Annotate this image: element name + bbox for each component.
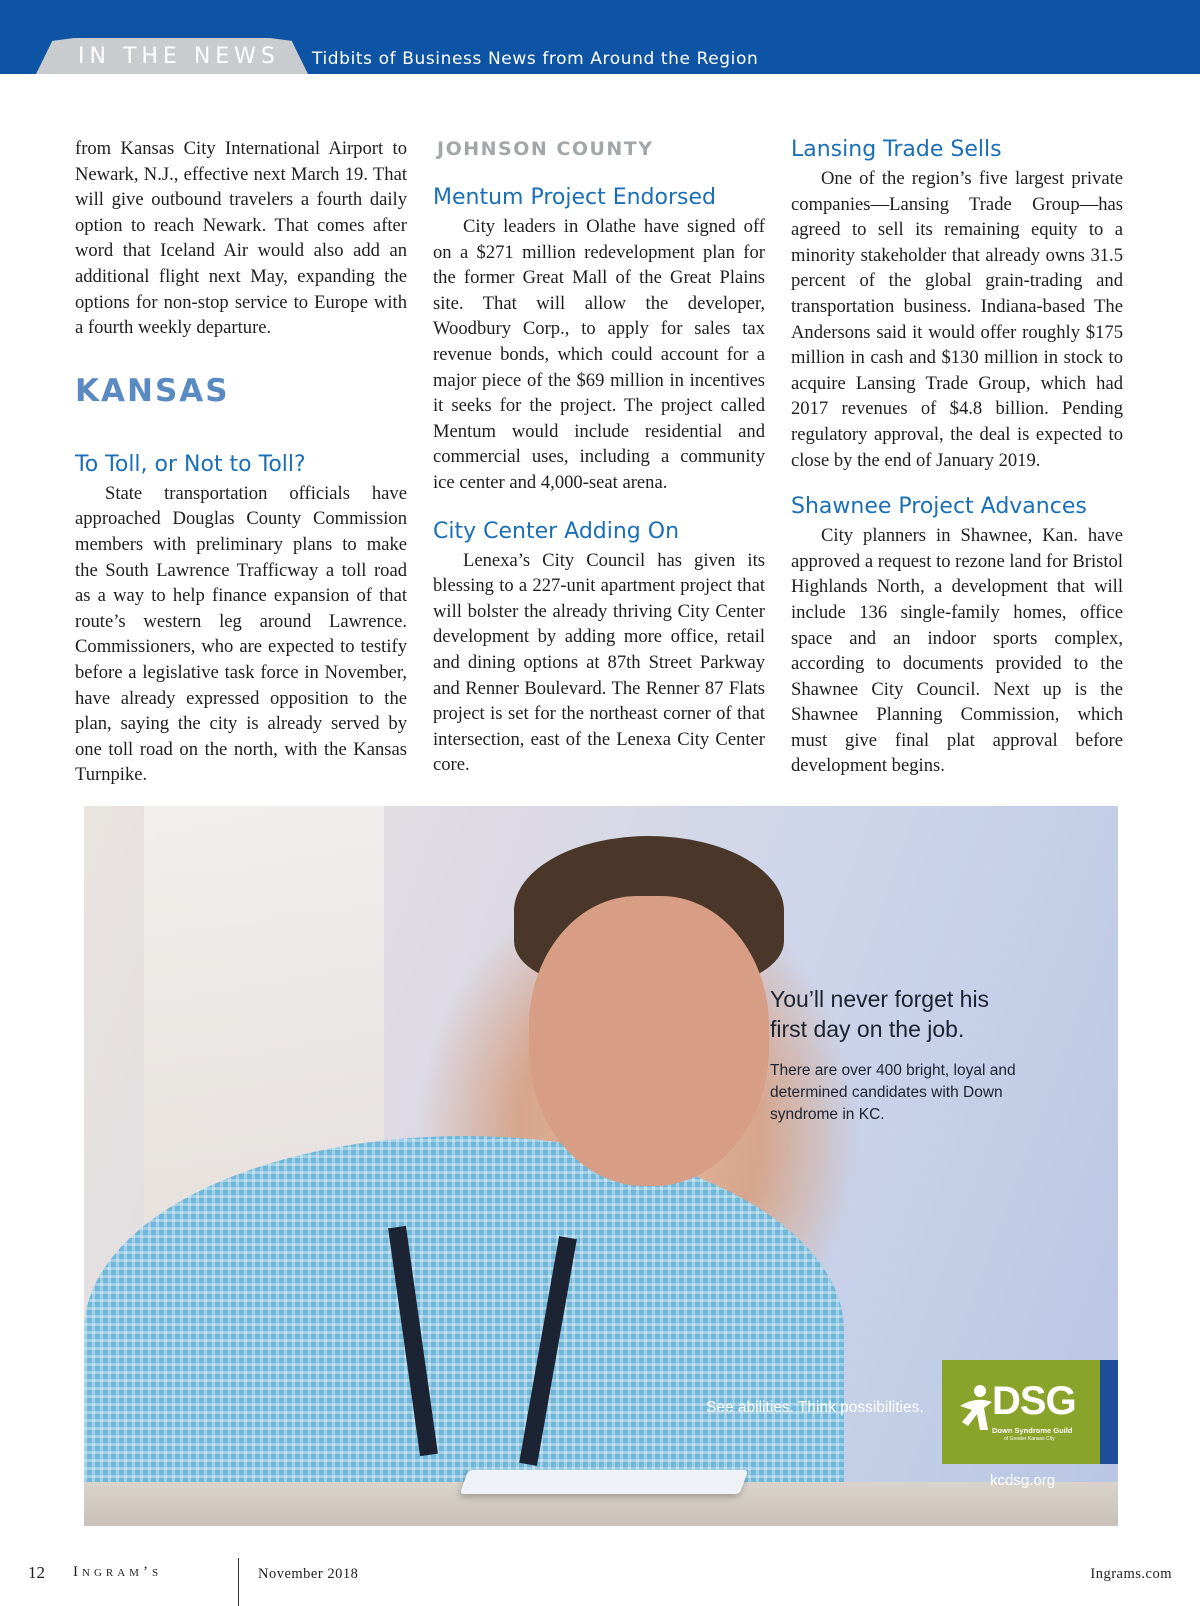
ad-photo-face — [529, 896, 769, 1186]
ad-slogan: See abilities. Think possibilities. — [706, 1399, 924, 1416]
story-body: Lenexa’s City Council has given its blessing to a 227-unit apartment project that will bolster the already thriving City Center development by adding more office, retail and dining options at 87th Street Parkway and Renner Boulevard. The Renner 87 Flats project is set for the northeast corner of that intersection, east of the Lenexa City Center core. — [433, 549, 765, 776]
dsg-logo-text: DSG — [992, 1379, 1076, 1423]
story-headline: Shawnee Project Advances — [791, 494, 1087, 520]
ad-headline-line: first day on the job. — [770, 1016, 965, 1042]
story-headline: City Center Adding On — [433, 518, 680, 544]
ad-photo-tablet — [460, 1470, 749, 1494]
dsg-logo-name: Down Syndrome Guild — [992, 1426, 1073, 1435]
ad-headline-line: You’ll never forget his — [770, 986, 990, 1012]
column-1 — [75, 136, 407, 788]
story-headline: Lansing Trade Sells — [791, 137, 1002, 162]
ad-headline — [770, 984, 989, 1044]
dsg-logo-strip — [1100, 1360, 1118, 1464]
website-link[interactable]: Ingrams.com — [1090, 1566, 1172, 1582]
ad-photo-shirt — [84, 1136, 844, 1526]
ad-url-link[interactable]: kcdsg.org — [990, 1472, 1056, 1489]
column-3 — [791, 136, 1123, 779]
dsg-advertisement[interactable] — [84, 806, 1118, 1526]
story-headline: Mentum Project Endorsed — [433, 185, 716, 210]
dsg-logo — [942, 1360, 1100, 1464]
issue-date: November 2018 — [258, 1566, 359, 1582]
page-number: 12 — [28, 1563, 45, 1582]
footer-divider — [238, 1558, 239, 1606]
header-tagline: Tidbits of Business News from Around the Region — [312, 49, 759, 69]
ad-subtext: There are over 400 bright, loyal and determined candidates with Down syndrome in KC. — [770, 1062, 1016, 1123]
publication-name: Ingram’s — [73, 1564, 163, 1580]
story-headline: To Toll, or Not to Toll? — [75, 451, 306, 477]
section-tab-label: IN THE NEWS — [78, 44, 280, 69]
dsg-logo-subname: of Greater Kansas City — [1004, 1436, 1055, 1442]
story-body: City leaders in Olathe have signed off on a $271 million redevelopment plan for the former Great Mall of the Great Plains site. That will allow the developer, Woodbury Corp., to apply for sales tax revenue bonds, which could account for a major piece of the $69 million in incentives it seeks for the project. The project called Mentum would include residential and commercial uses, including a community ice center and 4,000-seat arena. — [433, 216, 765, 493]
state-heading-kansas: KANSAS — [75, 372, 230, 409]
column-2 — [433, 136, 765, 778]
story-body: State transportation officials have approached Douglas County Commission members with preliminary plans to make the South Lawrence Trafficway a toll road as a way to help finance expansion of that route’s western leg around Lawrence. Commissioners, who are expected to testify before a legislative task force in November, have already expressed opposition to the plan, saying the city is already served by one toll road on the north, with the Kansas Turnpike. — [75, 482, 407, 786]
section-heading-johnson-county: JOHNSON COUNTY — [437, 138, 654, 160]
continued-story-text: from Kansas City International Airport to Newark, N.J., effective next March 19. That will give outbound travelers a fourth daily option to reach Newark. That comes after word that Iceland Air would also add an additional flight next May, expanding the options for non-stop service to Europe with a fourth weekly departure. — [75, 138, 407, 339]
story-body: One of the region’s five largest private companies—Lansing Trade Group—has agreed to sell its remaining equity to a minority stakeholder that already owns 31.5 percent of the global grain-trading and transportation business. Indiana-based The Andersons said it would offer roughly $175 million in cash and $130 million in stock to acquire Lansing Trade Group, which had 2017 revenues of $4.8 billion. Pending regulatory approval, the deal is expected to close by the end of January 2019. — [791, 168, 1123, 471]
story-body: City planners in Shawnee, Kan. have approved a request to rezone land for Bristol Highlands North, a development that will include 136 single-family homes, office space and an indoor sports complex, according to documents provided to the Shawnee City Council. Next up is the Shawnee Planning Commission, which must give final plat approval before development begins. — [791, 525, 1123, 777]
